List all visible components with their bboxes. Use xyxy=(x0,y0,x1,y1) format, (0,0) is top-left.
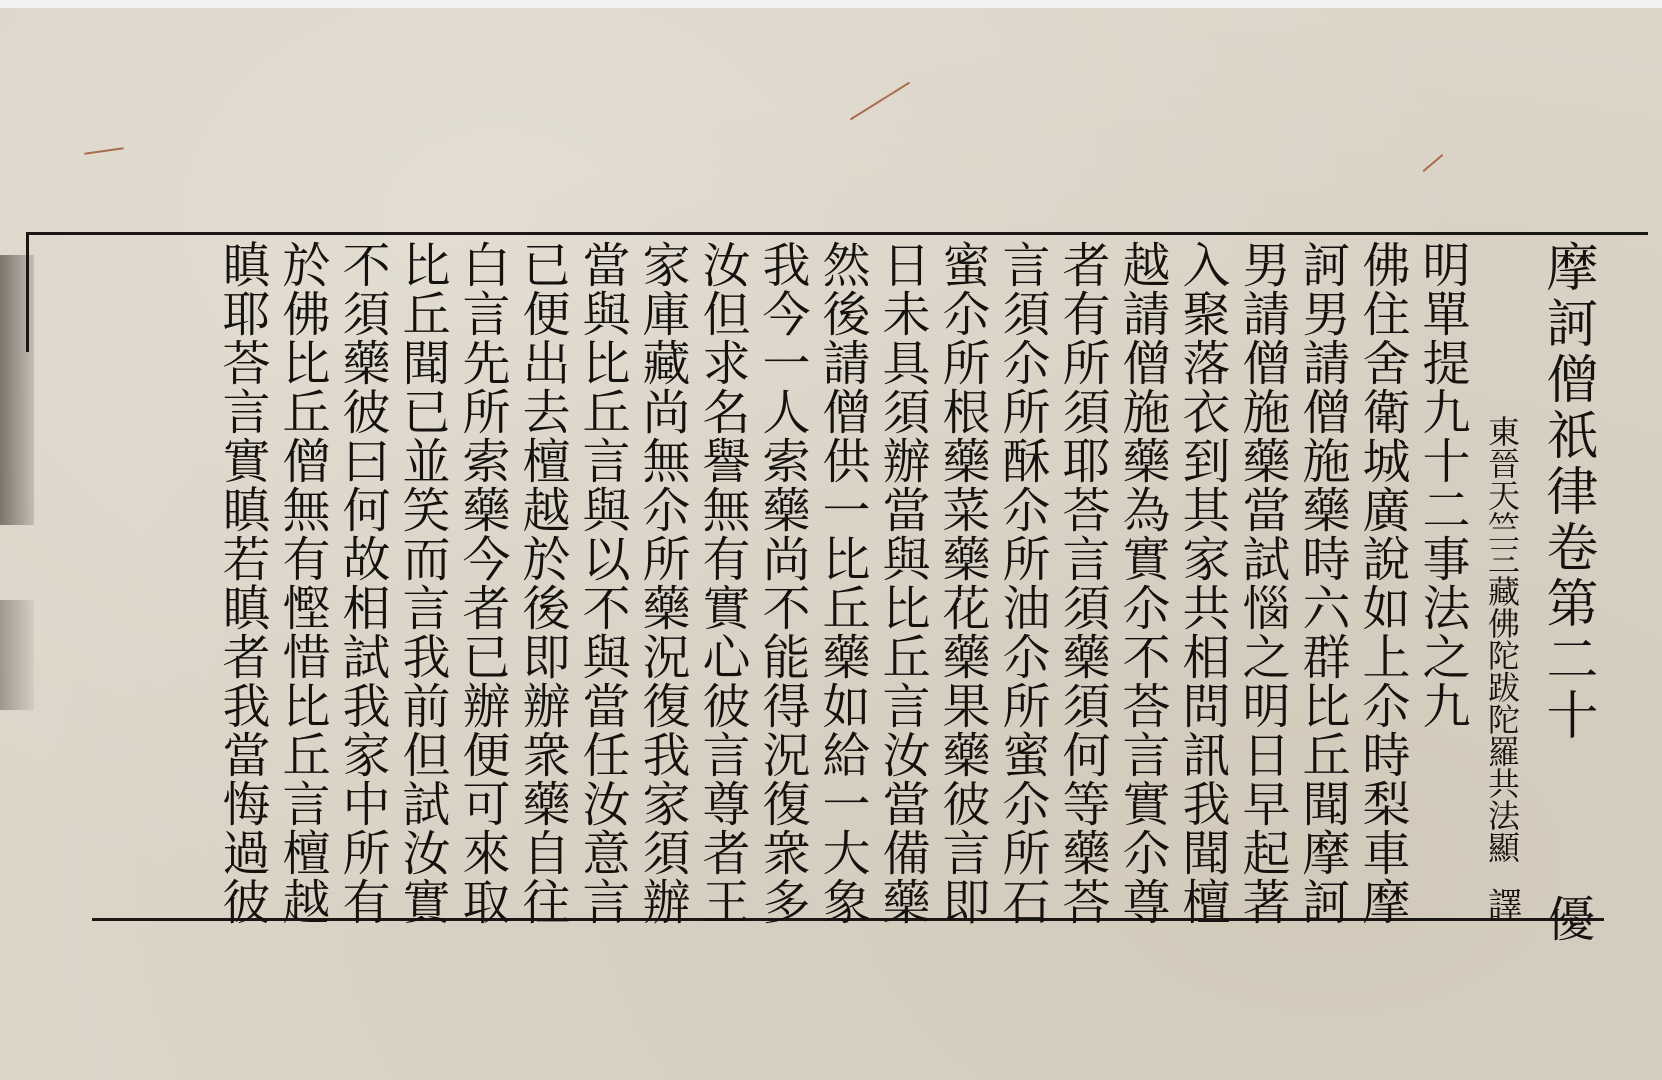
text-column: 家庫藏尚無尒所藥況復我家須辦 xyxy=(634,240,690,926)
text-column: 瞋耶荅言實瞋若瞋者我當悔過彼 xyxy=(214,240,270,926)
text-column: 佛住舍衛城廣說如上尒時梨車摩 xyxy=(1354,240,1410,926)
scan-top-edge xyxy=(0,0,1662,8)
text-column: 我今一人索藥尚不能得況復衆多 xyxy=(754,240,810,926)
text-column: 越請僧施藥為實尒不荅言實尒尊 xyxy=(1114,240,1170,926)
paper-fiber xyxy=(84,147,124,155)
text-column: 者有所須耶荅言須藥須何等藥荅 xyxy=(1054,240,1110,926)
paper-fiber xyxy=(850,82,910,121)
text-column: 當與比丘言與以不與當任汝意言 xyxy=(574,240,630,926)
text-column: 然後請僧供一比丘藥如給一大象 xyxy=(814,240,870,926)
text-column: 不須藥彼曰何故相試我家中所有 xyxy=(334,240,390,926)
translator-verb: 譯 xyxy=(1481,887,1522,921)
title-column xyxy=(1532,240,1602,942)
text-column: 訶男請僧施藥時六群比丘聞摩訶 xyxy=(1294,240,1350,926)
top-border-rule xyxy=(26,232,1648,235)
text-column: 比丘聞已並笑而言我前但試汝實 xyxy=(394,240,450,926)
paper-fiber xyxy=(1422,154,1443,172)
text-column: 白言先所索藥今者已辦便可來取 xyxy=(454,240,510,926)
text-column: 入聚落衣到其家共相問訊我聞檀 xyxy=(1174,240,1230,926)
text-column: 男請僧施藥當試惱之明日早起著 xyxy=(1234,240,1290,926)
translator-credit: 東晉天竺三藏佛陀跋陀羅共法顯 xyxy=(1483,415,1521,863)
text-column: 言須尒所酥尒所油尒所蜜尒所石 xyxy=(994,240,1050,926)
translator-column xyxy=(1472,240,1532,921)
text-column: 蜜尒所根藥菜藥花藥果藥彼言即 xyxy=(934,240,990,926)
text-column: 已便出去檀越於後即辦衆藥自往 xyxy=(514,240,570,926)
text-column: 日未具須辦當與比丘言汝當備藥 xyxy=(874,240,930,926)
text-block xyxy=(212,240,1602,942)
scripture-title: 摩訶僧祇律卷第二十 xyxy=(1537,240,1597,744)
text-column: 於佛比丘僧無有慳惜比丘言檀越 xyxy=(274,240,330,926)
left-border-rule xyxy=(26,232,29,352)
ink-smudge xyxy=(0,600,34,710)
volume-mark: 優 xyxy=(1538,894,1595,942)
text-column: 明單提九十二事法之九 xyxy=(1414,240,1470,730)
text-column: 汝但求名譽無有實心彼言尊者王 xyxy=(694,240,750,926)
